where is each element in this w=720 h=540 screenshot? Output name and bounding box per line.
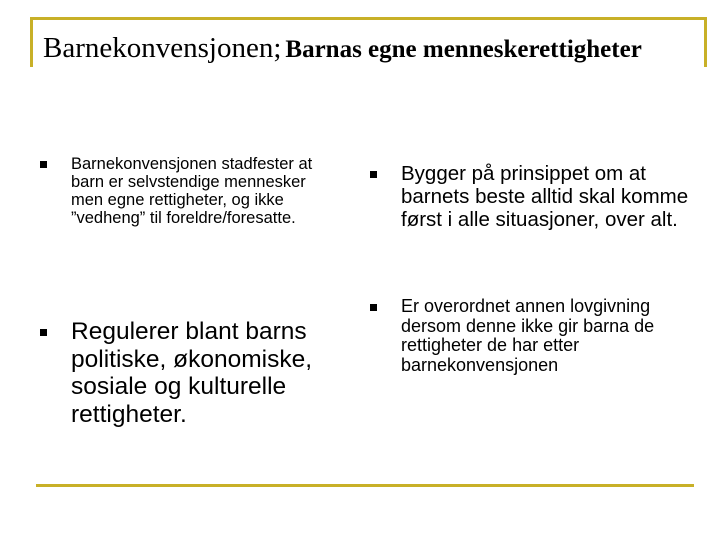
bullet-item [40,318,360,428]
bullet-item [370,162,690,231]
slide-title-main: Barnekonvensjonen; [43,32,282,64]
title-frame-right-rule [704,17,707,67]
bullet-text: Regulerer blant barns politiske, økonomiske, sosiale og kulturelle rettigheter. [71,318,313,428]
title-frame-top-rule [30,17,707,20]
square-bullet-icon [370,304,377,311]
bullet-text: Bygger på prinsippet om at barnets beste alltid skal komme først i alle situasjoner, over alt. [401,162,689,231]
bottom-divider [36,484,694,487]
bullet-item [40,155,340,227]
square-bullet-icon [40,161,47,168]
bullet-item [370,297,690,375]
title-frame-left-rule [30,17,33,67]
slide-title-subtitle: Barnas egne menneskerettigheter [285,36,642,63]
square-bullet-icon [40,329,47,336]
slide-title [43,30,663,68]
square-bullet-icon [370,171,377,178]
bullet-text: Er overordnet annen lovgivning dersom denne ikke gir barna de rettigheter de har etter barnekonvensjonen [401,296,655,375]
bullet-text: Barnekonvensjonen stadfester at barn er selvstendige mennesker men egne rettigheter, og ikke ”vedheng” til foreldre/foresatte. [71,155,313,227]
